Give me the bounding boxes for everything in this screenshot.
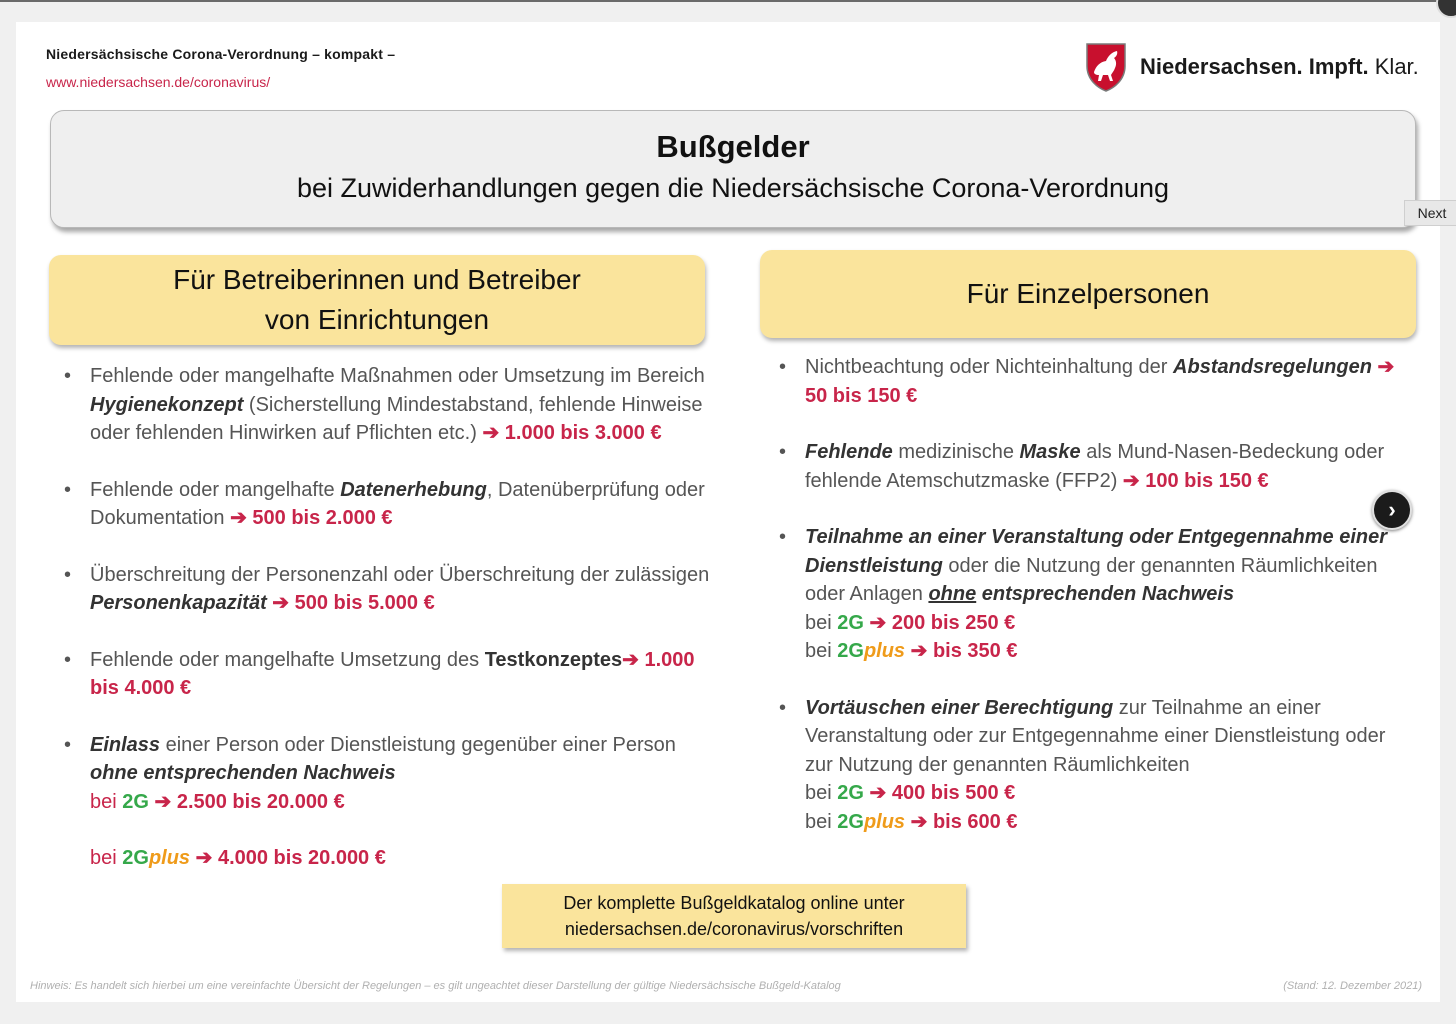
viewer-top-border [0,0,1456,2]
list-item: • Überschreitung der Personenzahl oder Überschreitung der zulässigen Personenkapazität ➔ 500 bis 5.000 € [50,561,710,618]
list-item: • Vortäuschen einer Berechtigung zur Teilnahme an einer Veranstaltung oder zur Entgegennahme einer Dienstleistung oder zur Nutzung der genannten Räumlichkeiten bei 2G ➔ 400 bis 500 € bei 2Gplus ➔ bis 600 € [765,694,1405,837]
arrow-right-icon: ➔ [622,648,639,671]
footer-note: Hinweis: Es handelt sich hierbei um eine vereinfachte Übersicht der Regelungen – es gilt ungeachtet dieser Darstellung der gültige Niedersächsische Bußgeld-Katalog [30,980,841,992]
individual-fines-list [765,353,1405,864]
page-title: Bußgelder [656,129,810,164]
list-item: • Fehlende medizinische Maske als Mund-Nasen-Bedeckung oder fehlende Atemschutzmaske (FFP2) ➔ 100 bis 150 € [765,438,1405,495]
arrow-right-icon: ➔ [910,640,928,662]
close-viewer-button[interactable] [1436,0,1456,18]
right-column-heading: Für Einzelpersonen [760,250,1416,338]
arrow-right-icon: ➔ [869,782,887,804]
header-link[interactable]: www.niedersachsen.de/coronavirus/ [46,74,271,90]
catalog-callout: Der komplette Bußgeldkatalog online unter niedersachsen.de/coronavirus/vorschriften [502,884,966,948]
arrow-right-icon: ➔ [910,810,928,833]
arrow-right-icon: ➔ [154,790,172,813]
operator-fines-list [50,362,710,901]
arrow-right-icon: ➔ [195,847,213,869]
list-item: • Fehlende oder mangelhafte Maßnahmen oder Umsetzung im Bereich Hygienekonzept (Sicherstellung Mindestabstand, fehlende Hinweise oder fehlenden Hinwirken auf Pflichten etc.) ➔ 1.000 bis 3.000 € [50,362,710,448]
list-item: • Nichtbeachtung oder Nichteinhaltung der Abstandsregelungen ➔ 50 bis 150 € [765,353,1405,410]
brand-logo [1084,42,1419,92]
page-subtitle: bei Zuwiderhandlungen gegen die Niedersächsische Corona-Verordnung [296,173,1170,203]
header-title: Niedersächsische Corona-Verordnung – kompakt – [46,46,396,62]
arrow-right-icon: ➔ [1377,356,1395,378]
arrow-right-icon: ➔ [482,422,500,444]
arrow-right-icon: ➔ [272,592,290,614]
list-item: • Einlass einer Person oder Dienstleistung gegenüber einer Person ohne entsprechenden Nachweis bei 2G ➔ 2.500 bis 20.000 € bei 2Gplus ➔ 4.000 bis 20.000 € [50,731,710,873]
next-tooltip: Next [1404,200,1456,226]
arrow-right-icon: ➔ [869,611,887,634]
arrow-right-icon: ➔ [230,507,247,529]
list-item: • Fehlende oder mangelhafte Datenerhebung, Datenüberprüfung oder Dokumentation ➔ 500 bis 2.000 € [50,476,710,533]
list-item: • Teilnahme an einer Veranstaltung oder Entgegennahme einer Dienstleistung oder die Nutzung der genannten Räumlichkeiten oder Anlagen ohne entsprechenden Nachweis bei 2G ➔ 200 bis 250 € bei 2Gplus ➔ bis 350 € [765,523,1405,666]
footer-date: (Stand: 12. Dezember 2021) [1283,980,1422,992]
left-column-heading: Für Betreiberinnen und Betreiber von Einrichtungen [49,255,705,345]
list-item: • Fehlende oder mangelhafte Umsetzung des Testkonzeptes➔ 1.000 bis 4.000 € [50,646,710,703]
next-slide-button[interactable] [1372,490,1412,530]
chevron-right-icon: › [1388,497,1396,522]
arrow-right-icon: ➔ [1122,469,1140,492]
lower-saxony-horse-crest-icon [1084,42,1128,92]
title-box [50,110,1416,228]
brand-text: Niedersachsen. Impft. Klar. [1140,54,1419,79]
